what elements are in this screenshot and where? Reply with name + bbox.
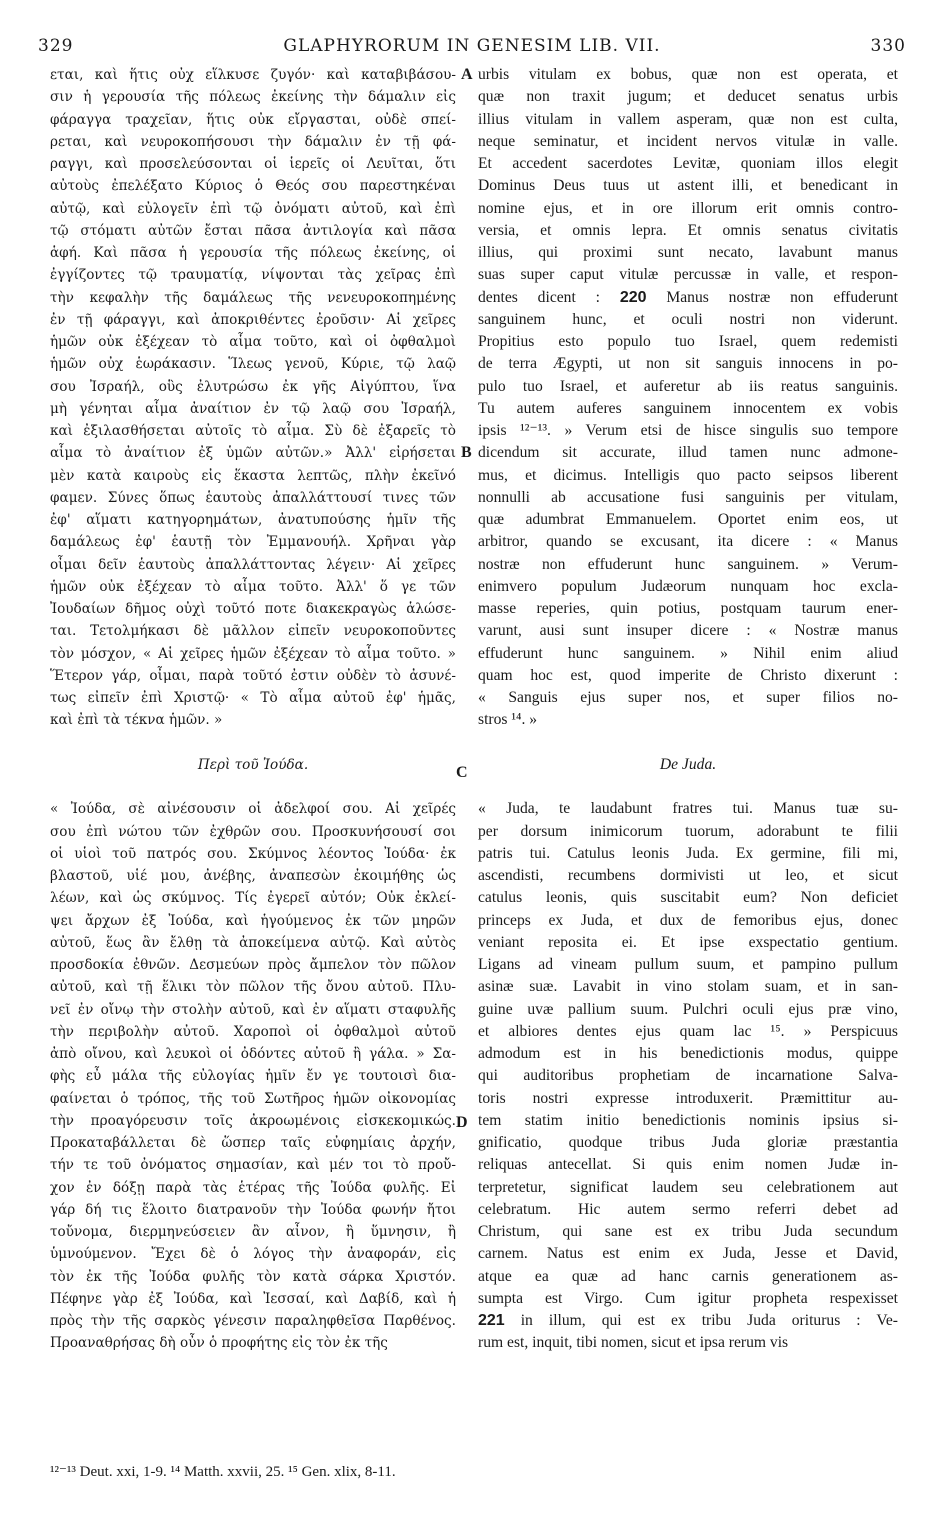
text-line bbox=[478, 1310, 898, 1332]
text-line: ἐν τῇ φάραγγι, καὶ ἀποκριθέντες ἐροῦσιν· Αἱ χεῖρες bbox=[50, 311, 456, 328]
text-line: χον ἐν δόξῃ παρὰ τὰς ἑτέρας τῆς Ἰούδα φυλῆς. Εἰ bbox=[50, 1179, 456, 1196]
text-line: sumpta est Virgo. Cum igitur propheta respexisset bbox=[478, 1289, 898, 1307]
text-line: Propitius esto populo tuo Israel, quem redemisti bbox=[478, 333, 898, 350]
text-line: ψει ἄρχων ἐξ Ἰούδα, καὶ ἡγούμενος ἐκ τῶν μηρῶν bbox=[50, 912, 456, 929]
text-line bbox=[50, 732, 456, 754]
text-line: σου ἐπὶ νώτου τῶν ἐχθρῶν σου. Προσκυνήσουσί σοι bbox=[50, 823, 456, 840]
text-line: Προκαταβάλλεται δὲ ὥσπερ ταῖς εὐφημίαις ἀρχήν, bbox=[50, 1135, 456, 1151]
text-line: gnificatio, quodque tribus Juda gloriæ præstantia bbox=[478, 1134, 898, 1151]
text-line: αὐτοὺς ἐπελέξατο Κύριος ὁ Θεός σου παρεστηκέναι bbox=[50, 178, 456, 195]
page-number-right: 330 bbox=[870, 36, 906, 56]
text-line: quam hoc est, quod imperite de Christo dixerunt : bbox=[478, 666, 898, 684]
text-line: αὐτῷ, καὶ εὐλογεῖν ἐπὶ τῷ ὀνόματι αὐτοῦ, καὶ ἐπὶ bbox=[50, 200, 456, 217]
text-line: toris nostri expresse introduxerit. Præmittitur au- bbox=[478, 1089, 898, 1107]
section-title-greek: Περὶ τοῦ Ἰούδα. bbox=[197, 756, 309, 773]
text-line: φὴς εὖ μάλα τῆς εὐλογίας ἡμῖν ἔν γε τουτοισὶ δια- bbox=[50, 1068, 456, 1085]
text-line bbox=[478, 287, 898, 309]
text-line: illius, qui proximi sunt necato, lavabunt manus bbox=[478, 244, 898, 261]
text-line: ipsis ¹²⁻¹³. » Verum etsi de hisce singulis suo tempore bbox=[478, 422, 898, 439]
column-number-220: 220 bbox=[619, 288, 647, 306]
text-line: Ἰουδαίων δῆμος οὐχὶ τοῦτό ποτε διακεκραγὼς ἁλώσε- bbox=[50, 601, 456, 617]
text-line bbox=[478, 776, 898, 798]
running-header bbox=[38, 36, 906, 58]
text-line: τὴν περιβολὴν αὐτοῦ. Χαροποὶ οἱ ὀφθαλμοὶ αὐτοῦ bbox=[50, 1023, 456, 1040]
text-line: nonnulli ab accusatione fusi sanguinis per vitulam, bbox=[478, 488, 898, 506]
text-line: καὶ ἐπὶ τὰ τέκνα ἡμῶν. » bbox=[50, 712, 223, 729]
margin-marker-d: D bbox=[456, 1114, 468, 1131]
text-line: rum est, inquit, tibi nomen, sicut et ipsa rerum vis bbox=[478, 1334, 789, 1352]
text-line: τοὔνομα, διερμηνεύσειεν ἂν αἶνον, ἢ ὕμνησιν, ἢ bbox=[50, 1224, 456, 1240]
margin-marker-a: A bbox=[461, 66, 473, 83]
section-title-latin: De Juda. bbox=[659, 755, 717, 773]
text-line: σιν ἡ γερουσία τῆς πόλεως ἐκείνης τὴν δάμαλιν εἰς bbox=[50, 89, 456, 106]
text-line: quæ adumbrat Emmanuelem. Oportet enim eos, ut bbox=[478, 511, 898, 528]
text-line: masse reperies, quin potius, postquam taurum ener- bbox=[478, 600, 898, 617]
text-line: μὲν κατὰ καιροὺς εἰς ἕκαστα λεπτῶς, πλὴν ἐκεῖνό bbox=[50, 467, 456, 484]
text-line: reliquas antecellat. Si quis enim nomen Judæ in- bbox=[478, 1156, 898, 1174]
text-line: φαίνεται ὁ τρόπος, τῆς τοῦ Σωτῆρος ἡμῶν οἰκονομίας bbox=[50, 1090, 456, 1107]
text-line: λέων, καὶ ὡς σκύμνος. Τίς ἐγερεῖ αὐτόν; Οὐκ ἐκλεί- bbox=[50, 890, 456, 907]
text-line: ραγγι, καὶ προσελεύσονται οἱ ἱερεῖς οἱ Λευῖται, ὅτι bbox=[50, 156, 456, 172]
text-line: τῷ στόματι αὐτῶν ἔσται πᾶσα ἀντιλογία καὶ πᾶσα bbox=[50, 222, 456, 239]
text-line: Et accedent sacerdotes Levitæ, quoniam illos elegit bbox=[478, 155, 898, 172]
text-line: ἡμῶν οὐκ ἐξέχεαν τὸ αἷμα τοῦτο, καὶ οἱ ὀφθαλμοὶ bbox=[50, 334, 456, 350]
text-line: αὐτοῦ, ἕως ἂν ἔλθῃ τὰ ἀποκείμενα αὐτῷ. Καὶ αὐτὸς bbox=[50, 934, 456, 951]
text-line: sanguinem hunc, et oculi nostri non viderunt. bbox=[478, 310, 898, 328]
text-line: Dominus Deus tuus ut astent illi, et benedicant in bbox=[478, 177, 898, 195]
text-line: μὴ γένηται αἷμα ἀναίτιον ἐν τῷ λαῷ σου Ἰσραήλ, bbox=[50, 400, 456, 417]
text-line: φάραγγα τραχεῖαν, ἥτις οὐκ εἴργασται, οὐδὲ σπεί- bbox=[50, 111, 456, 128]
text-line: quæ non traxit jugum; et deducet senatus urbis bbox=[478, 88, 898, 106]
text-line: mus, et dicimus. Intelligis quo pacto seipsos liberent bbox=[478, 466, 898, 484]
text-line: nostræ non effuderunt hunc sanguinem. » Verum- bbox=[478, 555, 898, 573]
text-line: per dorsum inimicorum tuorum, adorabunt te filii bbox=[478, 822, 898, 840]
text-line: nomine ejus, et in ore illorum erit omnis contro- bbox=[478, 199, 898, 217]
text-line: dicendum sit accurate, illud tamen nunc admone- bbox=[478, 444, 898, 462]
text-line: carnem. Natus est enim ex Juda, Jesse et David, bbox=[478, 1245, 898, 1263]
text-line: Christum, qui sane est ex tribu Juda secundum bbox=[478, 1223, 898, 1240]
text-line: βλαστοῦ, υἱέ μου, ἀνέβης, ἀναπεσὼν ἐκοιμήθης ὡς bbox=[50, 868, 456, 884]
text-line: effuderunt hunc sanguinem. » Nihil enim aliud bbox=[478, 644, 898, 662]
text-line: ται. Τετολμήκασι δὲ μᾶλλον εἰπεῖν νευροκοποῦντες bbox=[50, 623, 456, 640]
text-line: de terra Ægypti, ut non sit sanguis innocens in po- bbox=[478, 355, 898, 373]
text-line: τὴν προαγόρευσιν τοῖς ἀκροωμένοις εἰσκεκομικώς. bbox=[50, 1112, 456, 1129]
text-line: ascendisti, recumbens dormivisti ut leo, et sicut bbox=[478, 867, 898, 884]
text-line: ἡμῶν οὐκ ἐξέχεαν τὸ αἷμα τοῦτο. Ἀλλ' ὅ γε τῶν bbox=[50, 578, 456, 595]
text-line: Ἕτερον γάρ, οἶμαι, παρὰ τοῦτό ἐστιν οὐδὲν τὸ ἀσυνέ- bbox=[50, 667, 456, 684]
text-line: enimvero populum Judæorum nunquam hoc excla- bbox=[478, 577, 898, 595]
text-line: Πέφηνε γὰρ ἐξ Ἰούδα, καὶ Ἰεσσαί, καὶ Δαβίδ, καὶ ἡ bbox=[50, 1290, 456, 1307]
text-line: ἡμῶν οὐχ ἑωράκασιν. Ἵλεως γενοῦ, Κύριε, τῷ λαῷ bbox=[50, 356, 456, 373]
column-number-221: 221 bbox=[478, 1312, 505, 1329]
text-line: Tu autem auferes sanguinem innocentem ex vobis bbox=[478, 399, 898, 417]
text-segment: dentes dicent : bbox=[478, 288, 620, 306]
text-line: ὑμνούμενον. Ἔχει δὲ ὁ λόγος τὴν ἀναφοράν, εἰς bbox=[50, 1246, 456, 1263]
text-segment: in illum, qui est ex tribu Juda oriturus : Ve- bbox=[504, 1312, 898, 1329]
greek-column bbox=[50, 64, 456, 1355]
text-line: προσδοκία ἐθνῶν. Δεσμεύων πρὸς ἄμπελον τὸν πῶλον bbox=[50, 957, 456, 973]
text-line: αὐτοῦ, καὶ τῇ ἕλικι τὸν πῶλον τῆς ὄνου αὐτοῦ. Πλυ- bbox=[50, 979, 456, 996]
latin-column bbox=[478, 64, 898, 1355]
text-line: veniant reposita ei. Et ipse exspectatio gentium. bbox=[478, 933, 898, 951]
text-line: varunt, ausi sunt insuper dicere : « Nostræ manus bbox=[478, 622, 898, 640]
text-line: δαμάλεως ἐφ' ἑαυτῇ τὸν Ἐμμανουήλ. Χρῆναι γὰρ bbox=[50, 534, 456, 551]
text-line: εται, καὶ ἥτις οὐχ εἵλκυσε ζυγόν· καὶ καταβιβάσου- bbox=[50, 67, 456, 83]
text-line: asinæ suæ. Lavabit in vino stolam suam, et in san- bbox=[478, 978, 898, 996]
text-line: οἶμαι δεῖν ἑαυτοὺς ἀπαλλάττοντας λέγειν· Αἱ χεῖρες bbox=[50, 556, 456, 573]
text-line: ἐγγίζοντες τῷ τραυματίᾳ, νίψονται τὰς χεῖρας ἐπὶ bbox=[50, 267, 456, 284]
text-line: atque ea quæ ad hanc carnis generationem as- bbox=[478, 1267, 898, 1285]
text-line: qui auditoribus prophetiam de incarnatione Salva- bbox=[478, 1067, 898, 1085]
text-line: τὴν κεφαλὴν τῆς δαμάλεως τῆς νενευροκοπημένης bbox=[50, 289, 456, 306]
text-line: et albiores dentes ejus quam lac ¹⁵. » Perspicuus bbox=[478, 1022, 898, 1040]
text-line: arbitror, quando se excusant, ita dicere : « Manus bbox=[478, 533, 898, 551]
text-line: οἱ υἱοὶ τοῦ πατρός σου. Σκύμνος λέοντος Ἰούδα· ἐκ bbox=[50, 845, 456, 862]
text-line: urbis vitulam ex bobus, quæ non est operata, et bbox=[478, 66, 898, 83]
text-line: ἐφ' αἵματι κατηγορημάτων, ἀνατυπούσης ἡμῖν τῆς bbox=[50, 512, 456, 528]
text-line: illius vitulam in vallem asperam, quæ non est culta, bbox=[478, 110, 898, 128]
text-line: neque seminatur, et incident nervos vitulæ in valle. bbox=[478, 132, 898, 150]
text-line: tem statim initio benedictionis nominis ipsius si- bbox=[478, 1111, 898, 1129]
text-line: ἁφή. Καὶ πᾶσα ἡ γερουσία τῆς πόλεως ἐκείνης, οἱ bbox=[50, 245, 456, 261]
footnotes: ¹²⁻¹³ Deut. xxi, 1-9. ¹⁴ Matth. xxvii, 25. ¹⁵ Gen. xlix, 8-11. bbox=[50, 1464, 396, 1480]
text-line: νεῖ ἐν οἴνῳ τὴν στολὴν αὐτοῦ, καὶ ἐν αἵματι σταφυλῆς bbox=[50, 1001, 456, 1018]
text-segment: Manus nostræ non effuderunt bbox=[646, 288, 898, 306]
text-line: pulo tuo Israel, et auferetur ab iis reatus sanguinis. bbox=[478, 377, 898, 395]
text-line: versia, et omnis lepra. Et omnis senatus civitatis bbox=[478, 221, 898, 239]
margin-marker-b: B bbox=[461, 444, 472, 461]
text-line: « Sanguis ejus super nos, et super filios no- bbox=[478, 689, 898, 706]
text-line: terpretetur, significat laudem seu celebrationem aut bbox=[478, 1178, 898, 1196]
page-number-left: 329 bbox=[38, 36, 74, 56]
text-line: Ligans ad vineam pullum suum, et pampino pullum bbox=[478, 956, 898, 973]
text-line: ἀπὸ οἴνου, καὶ λευκοὶ οἱ ὀδόντες αὐτοῦ ἢ γάλα. » Σα- bbox=[50, 1046, 456, 1062]
running-title: GLAPHYRORUM IN GENESIM LIB. VII. bbox=[283, 36, 661, 56]
text-line bbox=[50, 776, 456, 798]
text-line: σου Ἰσραήλ, οὓς ἐλυτρώσω ἐκ γῆς Αἰγύπτου, ἵνα bbox=[50, 378, 456, 395]
text-line: καὶ ἐξιλασθήσεται αὐτοῖς τὸ αἷμα. Σὺ δὲ ἐξαρεῖς τὸ bbox=[50, 423, 456, 439]
text-line: guine uvæ pallium suum. Pulchri oculi ejus præ vino, bbox=[478, 1000, 898, 1018]
text-line: τήν τε τοῦ ὀνόματος σημασίαν, καὶ μέν τοι τὸ προὔ- bbox=[50, 1157, 456, 1174]
text-line: τως εἰπεῖν ἐπὶ Χριστῷ· « Τὸ αἷμα αὐτοῦ ἐφ' ἡμᾶς, bbox=[50, 690, 456, 706]
text-line: τὸν ἐκ τῆς Ἰούδα φυλῆς τὸν κατὰ σάρκα Χριστόν. bbox=[50, 1268, 456, 1285]
text-line: catulus leonis, quis suscitabit eum? Non deficiet bbox=[478, 889, 898, 907]
text-line: φαμεν. Σύνες ὅπως ἑαυτοὺς ἀπαλλάττουσί τινες τῶν bbox=[50, 489, 456, 506]
text-line: celebratum. Hic autem sermo referri debet ad bbox=[478, 1200, 898, 1218]
text-line: αἷμα τὸ ἀναίτιον ἐξ ὑμῶν αὐτῶν.» Ἀλλ' εἰρήσεται bbox=[50, 445, 456, 462]
text-line: « Juda, te laudabunt fratres tui. Manus tuæ su- bbox=[478, 800, 898, 818]
text-line: suas super caput vitulæ percussæ in valle, et respon- bbox=[478, 266, 898, 284]
text-line: πρὸς τὴν τῆς σαρκὸς γένεσιν παραληφθεῖσα Παρθένος. bbox=[50, 1313, 456, 1329]
text-line: Προαναθρήσας δὴ οὖν ὁ προφήτης εἰς τὸν ἐκ τῆς bbox=[50, 1335, 388, 1352]
text-line: γάρ δή τις ἕλοιτο διατρανοῦν τὴν Ἰούδα φωνήν ἤτοι bbox=[50, 1201, 456, 1218]
margin-marker-c: C bbox=[456, 764, 468, 781]
text-line: ρεται, καὶ νευροκοπήσουσι τὴν δάμαλιν ἐν τῇ φά- bbox=[50, 133, 456, 150]
text-line: τὸν μόσχον, « Αἱ χεῖρες ἡμῶν ἐξέχεαν τὸ αἷμα τοῦτο. » bbox=[50, 645, 456, 662]
text-line: admodum est in his benedictionis modus, quippe bbox=[478, 1045, 898, 1062]
text-line: « Ἰούδα, σὲ αἰνέσουσιν οἱ ἀδελφοί σου. Αἱ χεῖρές bbox=[50, 801, 456, 818]
text-line bbox=[478, 732, 898, 754]
text-line: patris tui. Catulus leonis Juda. Ex germine, fili mi, bbox=[478, 844, 898, 862]
text-line: stros ¹⁴. » bbox=[478, 711, 538, 729]
text-line: princeps ex Juda, et dux de femoribus ejus, donec bbox=[478, 911, 898, 929]
